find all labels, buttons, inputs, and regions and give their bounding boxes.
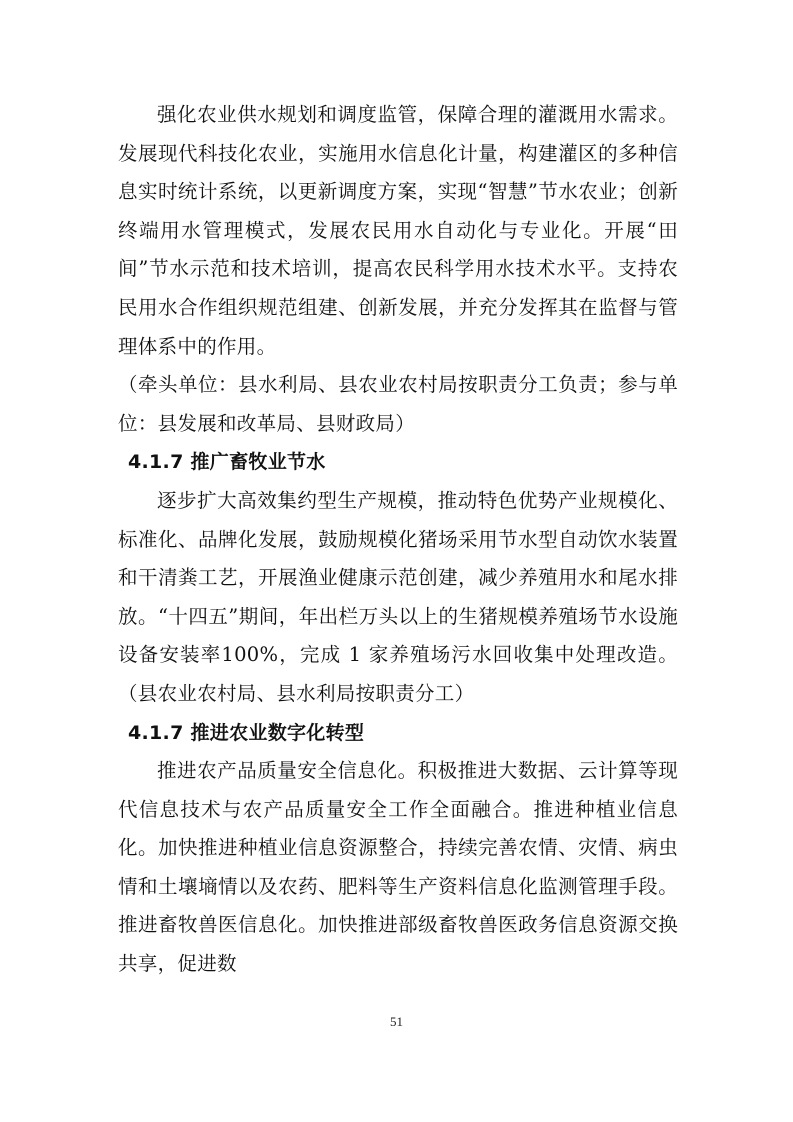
section-heading-livestock-water-saving: 4.1.7 推广畜牧业节水 <box>128 451 326 474</box>
document-body <box>118 96 678 984</box>
page-number: 51 <box>390 1014 403 1029</box>
paragraph-water-supply: 强化农业供水规划和调度监管，保障合理的灌溉用水需求。发展现代科技化农业，实施用水信息化计量，构建灌区的多种信息实时统计系统，以更新调度方案，实现“智慧”节水农业；创新终端用水管理模式，发展农民用水自动化与专业化。开展“田间”节水示范和技术培训，提高农民科学用水技术水平。支持农民用水合作组织规范组建、创新发展，并充分发挥其在监督与管理体系中的作用。 <box>118 103 678 358</box>
section-heading-digital-transformation: 4.1.7 推进农业数字化转型 <box>128 721 365 744</box>
paragraph-responsible-units: （牵头单位：县水利局、县农业农村局按职责分工负责；参与单位：县发展和改革局、县财政局） <box>118 373 678 435</box>
paragraph-digital: 推进农产品质量安全信息化。积极推进大数据、云计算等现代信息技术与农产品质量安全工作全面融合。推进种植业信息化。加快推进种植业信息资源整合，持续完善农情、灾情、病虫情和土壤墒情以及农药、肥料等生产资料信息化监测管理手段。推进畜牧兽医信息化。加快推进部级畜牧兽医政务信息资源交换共享，促进数 <box>118 759 678 976</box>
paragraph-livestock: 逐步扩大高效集约型生产规模，推动特色优势产业规模化、标准化、品牌化发展，鼓励规模化猪场采用节水型自动饮水装置和干清粪工艺，开展渔业健康示范创建，减少养殖用水和尾水排放。“十四五”期间，年出栏万头以上的生猪规模养殖场节水设施设备安装率100%，完成 1 家养殖场污水回收集中处理改造。（县农业农村局、县水利局按职责分工） <box>118 488 678 705</box>
